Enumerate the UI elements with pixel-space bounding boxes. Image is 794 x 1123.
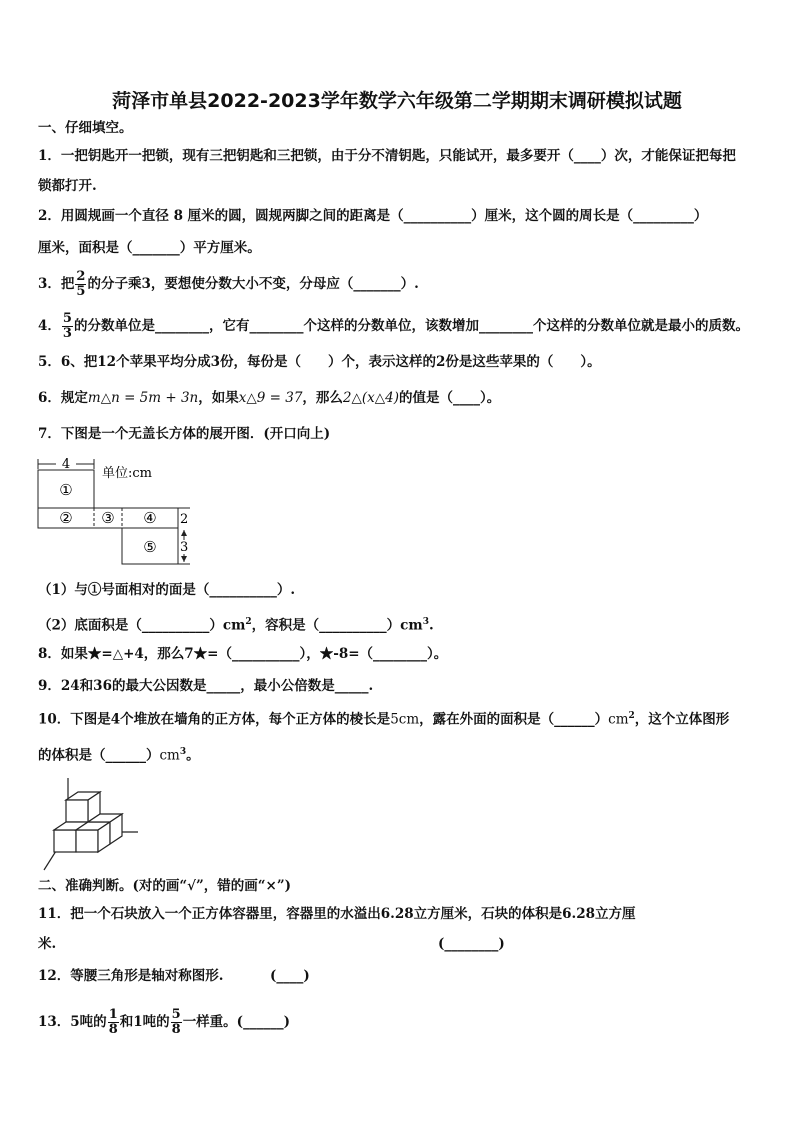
fraction-denominator: 3 [62, 326, 72, 341]
dimension-top-label: 4 [61, 457, 71, 472]
section-heading-fill: 一、仔细填空。 [38, 120, 133, 136]
question-4 [38, 312, 749, 341]
question-11-line-2: 米. [38, 936, 57, 952]
face-label-2: ② [59, 509, 73, 527]
fraction-numerator: 2 [76, 269, 86, 284]
question-7: 7．下图是一个无盖长方体的展开图．(开口向上) [38, 426, 331, 442]
q6-suffix: 的值是（____）。 [399, 390, 501, 406]
q6-mid: ，如果 [198, 390, 239, 406]
question-2-line-1: 2．用圆规画一个直径 8 厘米的圆，圆规两脚之间的距离是（__________）厘米，这个圆的周长是（_________） [38, 208, 708, 224]
q10-text-c: ，这个立体图形 [634, 711, 730, 728]
dimension-right-top: 2 [180, 512, 189, 527]
question-1-line-1: 1．一把钥匙开一把锁，现有三把钥匙和三把锁，由于分不清钥匙，只能试开，最多要开（____）次，才能保证把每把 [38, 148, 736, 164]
superscript: 3 [422, 617, 429, 627]
cube-front-face [66, 800, 88, 822]
q13-prefix: 13．5吨的 [38, 1014, 107, 1030]
q4-prefix: 4． [38, 318, 61, 334]
fraction-2-5 [75, 270, 86, 299]
q10-text-a: 10．下图是4个堆放在墙角的正方体，每个正方体的棱长是 [38, 711, 391, 728]
question-1-line-2: 锁都打开. [38, 178, 97, 194]
superscript: 2 [245, 617, 252, 627]
cube-front-face [76, 830, 98, 852]
question-11-answer-blank: (________) [438, 936, 505, 952]
unit: cm [159, 747, 180, 764]
arrow-down-icon [181, 556, 187, 562]
section-heading-judge: 二、准确判断。(对的画“√”，错的画“×”) [38, 878, 292, 894]
q3-prefix: 3．把 [38, 276, 75, 292]
question-13 [38, 1008, 290, 1037]
question-10-line-1 [38, 706, 729, 730]
question-8: 8．如果★=△+4，那么7★=（__________），★-8=（________）。 [38, 646, 448, 662]
q6-prefix: 6．规定 [38, 390, 88, 406]
dimension-right-bottom: 3 [180, 540, 189, 555]
question-9: 9．24和36的最大公因数是_____，最小公倍数是_____. [38, 678, 374, 694]
superscript: 3 [179, 747, 187, 757]
question-2-line-2: 厘米，面积是（_______）平方厘米。 [38, 240, 261, 256]
q7-sub2-a: （2）底面积是（__________）cm [38, 617, 246, 634]
fraction-denominator: 5 [76, 284, 86, 299]
question-6 [38, 388, 500, 408]
q10-text-d: 的体积是（______） [38, 747, 160, 764]
q10-text-b: ，露在外面的面积是（______） [419, 711, 609, 728]
fraction-numerator: 5 [171, 1007, 181, 1022]
fraction-5-3 [62, 312, 73, 341]
fraction-1-8 [108, 1008, 119, 1037]
face-label-3: ③ [101, 509, 115, 527]
cube-front-face [54, 830, 76, 852]
question-12: 12．等腰三角形是轴对称图形. [38, 968, 224, 984]
q6-rule: m△n = 5m + 3n [87, 390, 199, 406]
unit-label: 单位:cm [102, 466, 152, 481]
q6-expression: 2△(x△4) [342, 390, 400, 406]
unit: cm [608, 711, 629, 728]
arrow-up-icon [181, 530, 187, 536]
fraction-5-8 [171, 1008, 182, 1037]
face-label-5: ⑤ [143, 538, 157, 556]
q6-mid2: ，那么 [302, 390, 343, 406]
fraction-numerator: 1 [108, 1007, 118, 1022]
fraction-denominator: 8 [108, 1022, 118, 1037]
face-label-1: ① [59, 481, 73, 499]
q10-text-e: 。 [186, 747, 200, 764]
question-7-sub-2 [38, 612, 434, 636]
question-10-line-2 [38, 742, 200, 766]
q4-suffix: 的分数单位是________，它有________个这样的分数单位，该数增加________个这样的分数单位就是最小的质数。 [73, 318, 749, 334]
fraction-denominator: 8 [171, 1022, 181, 1037]
face-label-4: ④ [143, 509, 157, 527]
superscript: 2 [628, 711, 635, 721]
question-7-sub-1: （1）与①号面相对的面是（__________）. [38, 582, 296, 598]
stacked-cubes-figure [38, 774, 148, 874]
question-12-answer-blank: (____) [270, 968, 310, 984]
q13-mid: 和1吨的 [119, 1014, 170, 1030]
fraction-numerator: 5 [62, 311, 72, 326]
q3-suffix: 的分子乘3，要想使分数大小不变，分母应（_______）. [87, 276, 419, 292]
q7-sub2-c: . [428, 617, 434, 634]
q6-condition: x△9 = 37 [238, 390, 303, 406]
page-title: 菏泽市单县2022-2023学年数学六年级第二学期期末调研模拟试题 [112, 90, 682, 112]
box-net-figure [30, 452, 230, 572]
question-11-line-1: 11．把一个石块放入一个正方体容器里，容器里的水溢出6.28立方厘米，石块的体积是6.28立方厘 [38, 906, 636, 922]
q7-sub2-b: ，容积是（__________）cm [251, 617, 423, 634]
question-3 [38, 270, 419, 299]
question-5: 5．6、把12个苹果平均分成3份，每份是（ ）个，表示这样的2份是这些苹果的（ ）。 [38, 354, 601, 370]
q10-edge-length: 5cm [390, 711, 420, 728]
q13-suffix: 一样重。(______) [182, 1014, 290, 1030]
